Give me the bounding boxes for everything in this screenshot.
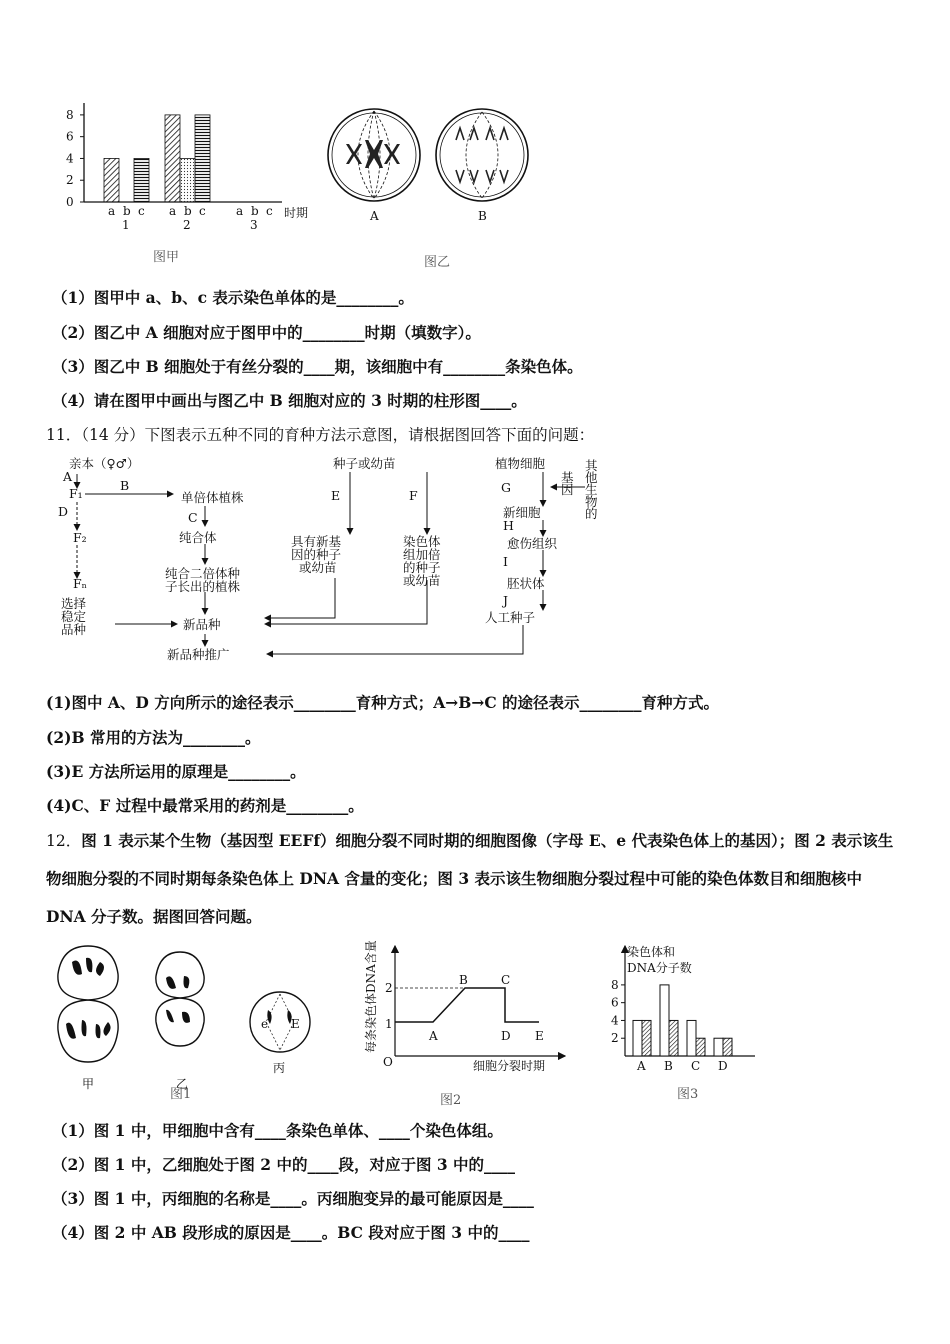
flow-d: D — [58, 504, 69, 519]
fig2-xlabel: 细胞分裂时期 — [473, 1059, 546, 1073]
fig3-bar-B-dna — [669, 1020, 678, 1056]
fig3-ytick-label: 2 — [611, 1031, 619, 1046]
flow-new-variety: 新品种 — [183, 617, 221, 632]
jia-ytick-label: 0 — [66, 195, 74, 209]
fig3-ytick-label: 6 — [611, 995, 619, 1010]
caption-fig2: 图2 — [440, 1093, 462, 1108]
fig3-ytick-label: 4 — [611, 1013, 619, 1028]
jia-x-letter: a — [108, 204, 116, 218]
q12-item-2: （2）图 1 中，乙细胞处于图 2 中的____段，对应于图 3 中的____ — [52, 1155, 516, 1174]
figure-3-bar-chart — [605, 942, 765, 1107]
figure-yi-cells — [322, 100, 552, 270]
q12-item-1: （1）图 1 中，甲细胞中含有____条染色单体、____个染色体组。 — [52, 1121, 503, 1140]
fig3-x-label: A — [637, 1059, 646, 1073]
jia-ytick-label: 4 — [66, 151, 74, 166]
jia-x-letter: a — [169, 204, 177, 218]
q12-item-3: （3）图 1 中，丙细胞的名称是____。丙细胞变异的最可能原因是____ — [52, 1189, 534, 1208]
flow-pure-line-1: 纯合二倍体种 — [165, 566, 241, 581]
figure-1-cells — [48, 940, 338, 1110]
jia-x-letter: b — [123, 204, 131, 218]
q10-item-2: （2）图乙中 A 细胞对应于图甲中的________时期（填数字）。 — [52, 323, 481, 342]
fig3-ylabel-2: DNA分子数 — [627, 961, 692, 975]
flow-other-3: 生 — [585, 482, 598, 497]
fig2-ylabel: 每条染色体DNA含量 — [364, 940, 378, 1053]
flow-other-1: 其 — [585, 458, 598, 473]
flow-select-3: 品种 — [61, 622, 87, 637]
q12-number: 12． — [46, 832, 82, 850]
flow-haploid: 单倍体植株 — [181, 490, 244, 505]
fig3-bar-A-chromosome — [633, 1020, 642, 1056]
flow-parent: 亲本（♀♂） — [69, 456, 140, 471]
fig3-ytick-label: 8 — [611, 977, 619, 992]
cell-yi-label: 乙 — [176, 1077, 189, 1091]
caption-fig1: 图1 — [170, 1087, 192, 1102]
flow-f2: F₂ — [73, 530, 87, 545]
jia-ytick-label: 8 — [66, 107, 74, 122]
flow-new-gene-3: 或幼苗 — [299, 560, 337, 575]
fig2-dna-line — [395, 988, 539, 1022]
q12-item-4: （4）图 2 中 AB 段形成的原因是____。BC 段对应于图 3 中的____ — [52, 1223, 530, 1242]
fig2-ytick-1: 1 — [385, 1017, 393, 1031]
fig3-ylabel-1: 染色体和 — [627, 945, 676, 959]
fig3-x-label: C — [691, 1059, 701, 1073]
jia-x-letter: b — [251, 204, 259, 218]
flow-pure: 纯合体 — [179, 530, 217, 545]
q11-item-3: (3)E 方法所运用的原理是________。 — [46, 762, 306, 781]
q10-item-3: （3）图乙中 B 细胞处于有丝分裂的____期，该细胞中有________条染色体。 — [52, 357, 583, 376]
jia-bar-b-2 — [180, 158, 195, 202]
fig2-ytick-2: 2 — [385, 981, 393, 995]
flow-select-2: 稳定 — [61, 609, 87, 624]
flow-double-2: 组加倍 — [403, 547, 441, 562]
flow-other-5: 的 — [585, 506, 598, 521]
flow-double-4: 或幼苗 — [403, 573, 441, 588]
flow-select-1: 选择 — [61, 596, 87, 611]
jia-x-letter: c — [266, 204, 273, 218]
figure-2-line-chart — [355, 938, 580, 1108]
fig3-bar-A-dna — [642, 1020, 651, 1056]
flow-callus: 愈伤组织 — [507, 536, 558, 551]
fig2-point-D: D — [501, 1029, 511, 1043]
cell-a-label: A — [370, 209, 379, 223]
flow-pure-line-2: 子长出的植株 — [165, 579, 241, 594]
gene-e-label: e — [261, 1017, 269, 1031]
caption-fig3: 图3 — [677, 1087, 699, 1102]
flow-embryo: 胚状体 — [507, 576, 545, 591]
flow-j: J — [503, 593, 509, 608]
fig2-point-C: C — [501, 973, 511, 987]
caption-jia: 图甲 — [153, 250, 180, 265]
flow-a: A — [63, 469, 73, 484]
flow-g: G — [501, 480, 511, 495]
fig2-origin: O — [383, 1055, 393, 1069]
flow-f1: F₁ — [69, 486, 83, 501]
flow-b: B — [120, 478, 130, 493]
q11-item-1: (1)图中 A、D 方向所示的途径表示________育种方式；A→B→C 的途径表示________育种方式。 — [46, 693, 720, 712]
jia-x-letter: b — [184, 204, 192, 218]
flow-new-cell: 新细胞 — [503, 505, 541, 520]
cell-jia-label: 甲 — [82, 1077, 95, 1091]
jia-bar-c-2 — [195, 115, 210, 202]
jia-x-letter: c — [199, 204, 206, 218]
jia-ytick-label: 2 — [66, 173, 74, 188]
q10-item-1: （1）图甲中 a、b、c 表示染色单体的是________。 — [52, 288, 414, 307]
flow-f: F — [409, 488, 418, 503]
fig3-bar-D-dna — [723, 1038, 732, 1056]
cell-a-metaphase — [328, 109, 420, 201]
fig3-bar-D-chromosome — [714, 1038, 723, 1056]
flow-new-gene-2: 因的种子 — [291, 547, 342, 562]
flow-promote: 新品种推广 — [167, 647, 230, 662]
q11-item-2: (2)B 常用的方法为________。 — [46, 728, 261, 747]
jia-bar-a-1 — [104, 158, 119, 202]
breeding-flowchart — [55, 450, 615, 675]
fig3-bar-B-chromosome — [660, 985, 669, 1056]
cell-yi — [156, 952, 204, 1046]
jia-ytick-label: 6 — [66, 129, 74, 144]
cell-bing — [250, 992, 310, 1052]
q12-intro — [46, 822, 906, 936]
caption-yi: 图乙 — [424, 255, 451, 270]
cell-b-anaphase — [436, 109, 528, 201]
fig2-point-B: B — [459, 973, 468, 987]
flow-e: E — [331, 488, 341, 503]
jia-x-letter: c — [138, 204, 145, 218]
fig3-bar-C-chromosome — [687, 1020, 696, 1056]
x-axis-unit: 时期 — [284, 206, 309, 220]
jia-period-label: 1 — [122, 218, 130, 232]
flow-c: C — [188, 510, 198, 525]
q11-title: 11．（14 分）下图表示五种不同的育种方法示意图，请根据图回答下面的问题： — [46, 426, 595, 444]
flow-new-gene-1: 具有新基 — [291, 534, 342, 549]
flow-artificial-seed: 人工种子 — [485, 610, 536, 625]
flow-h: H — [503, 518, 514, 533]
flow-gene-2: 因 — [561, 482, 574, 497]
fig3-bar-C-dna — [696, 1038, 705, 1056]
flow-gene-1: 基 — [561, 470, 574, 485]
flow-double-3: 的种子 — [403, 560, 441, 575]
fig3-x-label: D — [718, 1059, 728, 1073]
q10-item-4: （4）请在图甲中画出与图乙中 B 细胞对应的 3 时期的柱形图____。 — [52, 391, 527, 410]
q12-intro-text: 图 1 表示某个生物（基因型 EEFf）细胞分裂不同时期的细胞图像（字母 E、e 代表染色体上的基因）；图 2 表示该生物细胞分裂的不同时期每条染色体上 DNA 含量的变化；图 3 表示该生物细胞分裂过程中可能的染色体数目和细胞核中 DNA 分子数。据图回答问题。 — [46, 831, 894, 926]
flow-other-4: 物 — [585, 494, 598, 509]
cell-bing-label: 丙 — [273, 1061, 286, 1075]
jia-bar-c-1 — [134, 158, 149, 202]
jia-period-label: 3 — [250, 218, 258, 232]
fig3-x-label: B — [664, 1059, 673, 1073]
flow-i: I — [503, 554, 508, 569]
cell-b-label: B — [478, 209, 487, 223]
jia-period-label: 2 — [183, 218, 191, 232]
flow-fn: Fₙ — [73, 576, 88, 591]
gene-big-e-label: E — [291, 1017, 300, 1031]
jia-bar-a-2 — [165, 115, 180, 202]
figure-jia-bar-chart — [60, 95, 330, 270]
jia-x-letter: a — [236, 204, 244, 218]
fig2-point-E: E — [535, 1029, 544, 1043]
flow-seed: 种子或幼苗 — [333, 456, 396, 471]
q11-item-4: (4)C、F 过程中最常采用的药剂是________。 — [46, 796, 364, 815]
fig2-point-A: A — [429, 1029, 438, 1043]
flow-other-2: 他 — [585, 470, 598, 485]
flow-double-1: 染色体 — [403, 534, 441, 549]
flow-plant-cell: 植物细胞 — [495, 456, 546, 471]
